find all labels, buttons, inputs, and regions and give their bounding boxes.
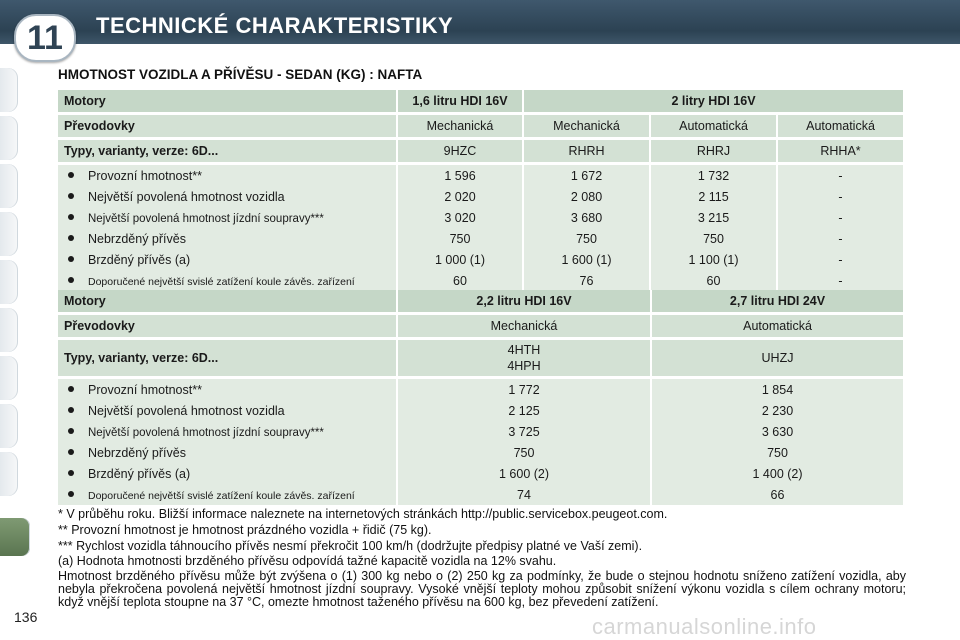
type-cell: UHZJ (650, 340, 903, 379)
prevodovky-label: Převodovky (58, 315, 396, 340)
table-row (58, 463, 903, 484)
bullet-icon (68, 491, 74, 497)
value-cell: 750 (396, 442, 650, 463)
trailer-note (58, 555, 906, 609)
row-label: Brzděný přívěs (a) (88, 466, 191, 481)
prevodovky-label: Převodovky (58, 115, 396, 140)
value-cell: 3 630 (650, 421, 903, 442)
value-cell: 1 672 (522, 165, 649, 186)
bullet-icon (68, 449, 74, 455)
table-row (58, 228, 903, 249)
value-cell: 750 (650, 442, 903, 463)
weights-table-1 (58, 90, 903, 291)
footnotes (58, 506, 906, 554)
type-cell: 4HTH (507, 343, 541, 357)
value-cell: 1 000 (1) (396, 249, 522, 270)
page-number: 136 (14, 609, 38, 625)
chapter-tab[interactable] (0, 68, 18, 112)
row-label: Největší povolená hmotnost jízdní soupravy*** (88, 212, 324, 225)
value-cell: 2 080 (522, 186, 649, 207)
value-cell: 750 (522, 228, 649, 249)
weights-table-2 (58, 290, 903, 505)
bullet-icon (68, 386, 74, 392)
value-cell: 3 680 (522, 207, 649, 228)
value-cell: 3 020 (396, 207, 522, 228)
bullet-icon (68, 193, 74, 199)
row-label: Největší povolená hmotnost vozidla (88, 403, 285, 418)
table-row (58, 442, 903, 463)
row-label: Největší povolená hmotnost vozidla (88, 189, 285, 204)
engines-row (58, 290, 903, 315)
watermark: carmanualsonline.info (592, 614, 817, 639)
chapter-tab[interactable] (0, 404, 18, 448)
value-cell: 2 115 (649, 186, 776, 207)
value-cell: 60 (396, 270, 522, 291)
gearbox-cell: Mechanická (396, 115, 522, 140)
motory-label: Motory (58, 290, 396, 315)
type-cell: RHHA* (776, 140, 903, 165)
table-row (58, 249, 903, 270)
bullet-icon (68, 172, 74, 178)
row-label: Doporučené největší svislé zatížení koule závěs. zařízení (88, 275, 355, 288)
table-row (58, 421, 903, 442)
row-label: Brzděný přívěs (a) (88, 252, 191, 267)
value-cell: 2 020 (396, 186, 522, 207)
table-row (58, 400, 903, 421)
value-cell: 1 600 (1) (522, 249, 649, 270)
chapter-badge: 11 (14, 14, 76, 62)
chapter-tab[interactable] (0, 212, 18, 256)
types-row (58, 340, 903, 379)
footnote: *** Rychlost vozidla táhnoucího přívěs nesmí překročit 100 km/h (dodržujte předpisy platné ve Vaší zemi). (58, 539, 643, 553)
value-cell: - (776, 228, 903, 249)
row-label: Doporučené největší svislé zatížení koule závěs. zařízení (88, 489, 355, 502)
section-title: HMOTNOST VOZIDLA A PŘÍVĚSU - SEDAN (KG) : NAFTA (58, 67, 423, 82)
value-cell: 1 100 (1) (649, 249, 776, 270)
value-cell: 2 125 (396, 400, 650, 421)
value-cell: 76 (522, 270, 649, 291)
table-row (58, 379, 903, 400)
bullet-icon (68, 277, 74, 283)
gearbox-cell: Automatická (649, 115, 776, 140)
gearbox-row (58, 115, 903, 140)
bullet-icon (68, 470, 74, 476)
row-label: Nebrzděný přívěs (88, 231, 186, 246)
value-cell: 66 (650, 484, 903, 505)
typy-label: Typy, varianty, verze: 6D... (58, 140, 396, 165)
value-cell: - (776, 207, 903, 228)
typy-label: Typy, varianty, verze: 6D... (58, 340, 396, 379)
value-cell: - (776, 270, 903, 291)
chapter-tab[interactable] (0, 164, 18, 208)
bullet-icon (68, 256, 74, 262)
chapter-title: TECHNICKÉ CHARAKTERISTIKY (96, 13, 454, 38)
paragraph: Hmotnost brzděného přívěsu může být zvýšena o (1) 300 kg nebo o (2) 250 kg za podmínky, že bude o stejnou hodnotu sníženo zatížení vozidla, aby nebyla překročena povolená největší hmotnost jízdní soupravy. Vysoké vnější teploty mohou způsobit snížení výkonu vozidla s cílem ochrany motoru; když vnější teplota stoupne na 37 °C, omezte hmotnost taženého přívěsu na 600 kg, bez převedení zatížení. (58, 569, 906, 609)
value-cell: - (776, 186, 903, 207)
value-cell: 1 772 (396, 379, 650, 400)
value-cell: 1 400 (2) (650, 463, 903, 484)
engine-cell: 1,6 litru HDI 16V (396, 90, 522, 115)
value-cell: 60 (649, 270, 776, 291)
row-label: Provozní hmotnost** (88, 168, 202, 183)
gearbox-cell: Mechanická (396, 315, 650, 340)
row-label: Provozní hmotnost** (88, 382, 202, 397)
value-cell: 74 (396, 484, 650, 505)
footnote: * V průběhu roku. Bližší informace naleznete na internetových stránkách http://public.servicebox.peugeot.com. (58, 507, 668, 521)
chapter-tab[interactable] (0, 116, 18, 160)
engine-cell: 2,7 litru HDI 24V (650, 290, 903, 315)
type-cell-stack (396, 340, 650, 379)
bullet-icon (68, 214, 74, 220)
motory-label: Motory (58, 90, 396, 115)
value-cell: - (776, 249, 903, 270)
value-cell: 1 854 (650, 379, 903, 400)
footnote: ** Provozní hmotnost je hmotnost prázdného vozidla + řidič (75 kg). (58, 523, 432, 537)
value-cell: 2 230 (650, 400, 903, 421)
value-cell: 3 215 (649, 207, 776, 228)
row-label: Nebrzděný přívěs (88, 445, 186, 460)
value-cell: 750 (396, 228, 522, 249)
table-row (58, 186, 903, 207)
types-row (58, 140, 903, 165)
table-row (58, 270, 903, 291)
value-cell: 1 732 (649, 165, 776, 186)
type-cell: RHRJ (649, 140, 776, 165)
gearbox-cell: Automatická (650, 315, 903, 340)
value-cell: 3 725 (396, 421, 650, 442)
value-cell: 1 600 (2) (396, 463, 650, 484)
table-row (58, 207, 903, 228)
gearbox-cell: Automatická (776, 115, 903, 140)
engine-cell: 2 litry HDI 16V (522, 90, 903, 115)
engines-row (58, 90, 903, 115)
bullet-icon (68, 428, 74, 434)
chapter-tab[interactable] (0, 260, 18, 304)
table-row (58, 484, 903, 505)
row-label: Největší povolená hmotnost jízdní soupravy*** (88, 426, 324, 439)
chapter-tab-strip (0, 60, 26, 620)
value-cell: - (776, 165, 903, 186)
chapter-tab[interactable] (0, 356, 18, 400)
bullet-icon (68, 235, 74, 241)
value-cell: 1 596 (396, 165, 522, 186)
chapter-tab[interactable] (0, 452, 18, 496)
engine-cell: 2,2 litru HDI 16V (396, 290, 650, 315)
value-cell: 750 (649, 228, 776, 249)
type-cell: 9HZC (396, 140, 522, 165)
gearbox-cell: Mechanická (522, 115, 649, 140)
bullet-icon (68, 407, 74, 413)
chapter-tab[interactable] (0, 308, 18, 352)
table-row (58, 165, 903, 186)
type-cell: RHRH (522, 140, 649, 165)
type-cell: 4HPH (507, 359, 541, 373)
gearbox-row (58, 315, 903, 340)
note-a: (a) Hodnota hmotnosti brzděného přívěsu odpovídá tažné kapacitě vozidla na 12% svahu. (58, 554, 557, 568)
chapter-tab-active[interactable] (0, 518, 30, 556)
